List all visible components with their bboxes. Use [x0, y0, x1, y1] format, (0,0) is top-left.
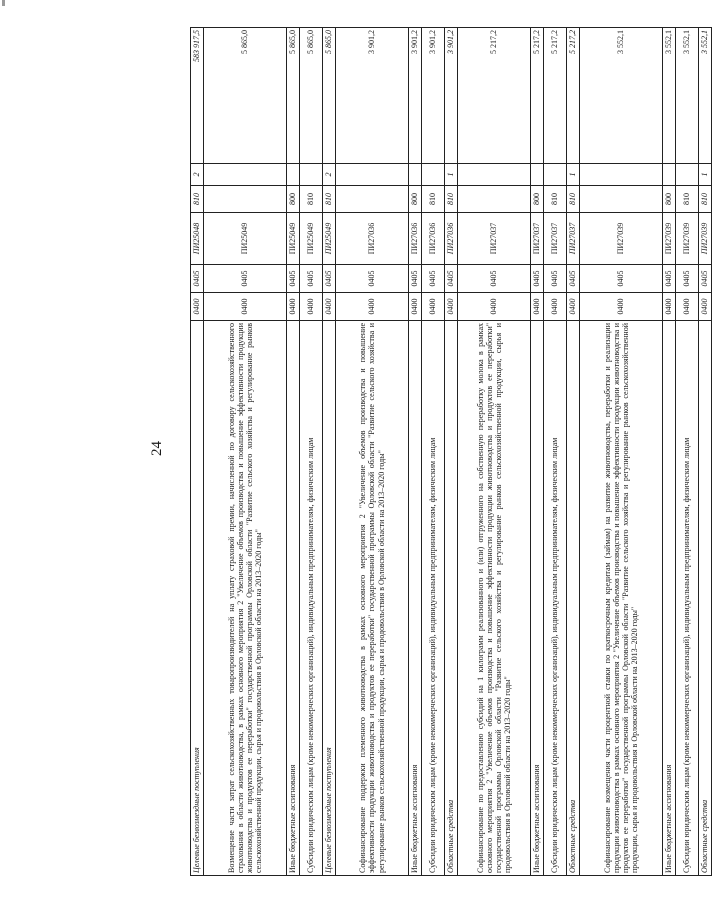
table-row: [699, 28, 712, 876]
section-code-cell: 0400: [300, 293, 323, 321]
table-row: [300, 28, 323, 876]
row-name-cell: Возмещение части затрат сельскохозяйственных товаропроизводителей на уплату страховой премии, начисленной по договору сельскохозяйственного страхования в области животноводства, в рамках основного мероприятия 2 "Увеличение объемов производства и повышение эффективности продукции животноводства и продуктов ее переработки" государственной программы Орловской области "Развитие сельского хозяйства и регулирование рынков сельскохозяйственной продукции, сырья и продовольствия в Орловской области на 2013–2020 годы": [204, 321, 287, 876]
section-code-cell: 0400: [204, 293, 287, 321]
section-code-cell: 0400: [699, 293, 712, 321]
amount-cell: 3 552,1: [663, 28, 676, 164]
subsection-code-cell: 0405: [567, 265, 580, 293]
row-name-cell: Областные средства: [699, 321, 712, 876]
table-row: [544, 28, 567, 876]
table-row: [567, 28, 580, 876]
source-code-cell: [663, 164, 676, 186]
expense-type-code-cell: 800: [287, 186, 300, 213]
amount-cell: 3 901,2: [445, 28, 458, 164]
section-code-cell: 0400: [191, 293, 204, 321]
amount-cell: 3 901,2: [409, 28, 422, 164]
expense-type-code-cell: 810: [191, 186, 204, 213]
source-code-cell: 1: [445, 164, 458, 186]
target-article-code-cell: ПИ27036: [336, 213, 409, 265]
expense-type-code-cell: [580, 186, 663, 213]
expense-type-code-cell: 810: [676, 186, 699, 213]
section-code-cell: 0400: [336, 293, 409, 321]
target-article-code-cell: ПИ27037: [531, 213, 544, 265]
table-row: [580, 28, 663, 876]
source-code-cell: 1: [699, 164, 712, 186]
amount-cell: 5 217,2: [531, 28, 544, 164]
source-code-cell: [531, 164, 544, 186]
expense-type-code-cell: 800: [409, 186, 422, 213]
amount-cell: 3 552,1: [699, 28, 712, 164]
target-article-code-cell: ПИ27036: [422, 213, 445, 265]
expense-type-code-cell: [336, 186, 409, 213]
row-name-cell: Иные бюджетные ассигнования: [287, 321, 300, 876]
row-name-cell: Субсидии юридическим лицам (кроме некоммерческих организаций), индивидуальным предпринимателям, физическим лицам: [676, 321, 699, 876]
table-row: [336, 28, 409, 876]
subsection-code-cell: 0405: [531, 265, 544, 293]
section-code-cell: 0400: [422, 293, 445, 321]
expense-type-code-cell: 810: [544, 186, 567, 213]
target-article-code-cell: ПИ27039: [580, 213, 663, 265]
expense-type-code-cell: 800: [531, 186, 544, 213]
section-code-cell: 0400: [580, 293, 663, 321]
section-code-cell: 0400: [676, 293, 699, 321]
row-name-cell: Иные бюджетные ассигнования: [663, 321, 676, 876]
expense-type-code-cell: 810: [323, 186, 336, 213]
table-row: [676, 28, 699, 876]
page-number: 24: [149, 441, 165, 456]
amount-cell: 583 917,5: [191, 28, 204, 164]
subsection-code-cell: 0405: [287, 265, 300, 293]
amount-cell: 3 552,1: [580, 28, 663, 164]
table-row: [445, 28, 458, 876]
section-code-cell: 0400: [531, 293, 544, 321]
amount-cell: 3 552,1: [676, 28, 699, 164]
row-name-cell: Целевые безвозмездные поступления: [191, 321, 204, 876]
target-article-code-cell: ПИ27039: [663, 213, 676, 265]
table-row: [204, 28, 287, 876]
source-code-cell: [204, 164, 287, 186]
subsection-code-cell: 0405: [300, 265, 323, 293]
table-row: [531, 28, 544, 876]
row-name-cell: Субсидии юридическим лицам (кроме некоммерческих организаций), индивидуальным предпринимателям, физическим лицам: [300, 321, 323, 876]
subsection-code-cell: 0405: [204, 265, 287, 293]
amount-cell: 5 865,0: [204, 28, 287, 164]
source-code-cell: [580, 164, 663, 186]
subsection-code-cell: 0405: [676, 265, 699, 293]
subsection-code-cell: 0405: [458, 265, 531, 293]
source-code-cell: [300, 164, 323, 186]
table-row: [409, 28, 422, 876]
row-name-cell: Иные бюджетные ассигнования: [531, 321, 544, 876]
amount-cell: 5 865,0: [287, 28, 300, 164]
target-article-code-cell: ПИ27036: [409, 213, 422, 265]
expense-type-code-cell: 810: [300, 186, 323, 213]
amount-cell: 3 901,2: [336, 28, 409, 164]
amount-cell: 5 217,2: [567, 28, 580, 164]
section-code-cell: 0400: [663, 293, 676, 321]
row-name-cell: Софинансирование возмещения части процентной ставки по краткосрочным кредитам (займам) на развитие животноводства, переработки и реализации продукции животноводства в рамках основного мероприятия 2 "Увеличение объемов производства и повышение эффективности продукции животноводства и продуктов ее переработки" государственной программы Орловской области "Развитие сельского хозяйства и регулирование рынков сельскохозяйственной продукции, сырья и продовольствия в Орловской области на 2013–2020 годы": [580, 321, 663, 876]
amount-cell: 3 901,2: [422, 28, 445, 164]
expense-type-code-cell: 800: [663, 186, 676, 213]
subsection-code-cell: 0405: [323, 265, 336, 293]
amount-cell: 5 865,0: [323, 28, 336, 164]
table-row: [323, 28, 336, 876]
row-name-cell: Иные бюджетные ассигнования: [409, 321, 422, 876]
section-code-cell: 0400: [445, 293, 458, 321]
expense-type-code-cell: [204, 186, 287, 213]
scan-mark: [2, 0, 5, 6]
source-code-cell: [409, 164, 422, 186]
row-name-cell: Областные средства: [567, 321, 580, 876]
subsection-code-cell: 0405: [544, 265, 567, 293]
budget-table-body: [191, 28, 712, 876]
amount-cell: 5 217,2: [544, 28, 567, 164]
expense-type-code-cell: [458, 186, 531, 213]
source-code-cell: [336, 164, 409, 186]
target-article-code-cell: ПИ27037: [544, 213, 567, 265]
row-name-cell: Софинансирование поддержки племенного животноводства в рамках основного мероприятия 2 "Увеличение объемов производства и повышение эффективности продукции животноводства и продуктов ее переработки" государственной программы Орловской области "Развитие сельского хозяйства и регулирование рынков сельскохозяйственной продукции, сырья и продовольствия в Орловской области на 2013–2020 годы": [336, 321, 409, 876]
section-code-cell: 0400: [567, 293, 580, 321]
source-code-cell: 2: [191, 164, 204, 186]
target-article-code-cell: ПИ25049: [287, 213, 300, 265]
budget-table: [190, 27, 712, 876]
target-article-code-cell: ПИ25049: [300, 213, 323, 265]
subsection-code-cell: 0405: [663, 265, 676, 293]
table-row: [663, 28, 676, 876]
table-row: [422, 28, 445, 876]
subsection-code-cell: 0405: [336, 265, 409, 293]
row-name-cell: Субсидии юридическим лицам (кроме некоммерческих организаций), индивидуальным предпринимателям, физическим лицам: [544, 321, 567, 876]
source-code-cell: [676, 164, 699, 186]
expense-type-code-cell: 810: [445, 186, 458, 213]
target-article-code-cell: ПИ27037: [567, 213, 580, 265]
amount-cell: 5 217,2: [458, 28, 531, 164]
subsection-code-cell: 0405: [445, 265, 458, 293]
subsection-code-cell: 0405: [580, 265, 663, 293]
target-article-code-cell: ПИ25048: [191, 213, 204, 265]
rotated-page: [190, 28, 710, 876]
subsection-code-cell: 0405: [191, 265, 204, 293]
row-name-cell: Областные средства: [445, 321, 458, 876]
row-name-cell: Субсидии юридическим лицам (кроме некоммерческих организаций), индивидуальным предпринимателям, физическим лицам: [422, 321, 445, 876]
section-code-cell: 0400: [544, 293, 567, 321]
subsection-code-cell: 0405: [409, 265, 422, 293]
target-article-code-cell: ПИ27039: [699, 213, 712, 265]
amount-cell: 5 865,0: [300, 28, 323, 164]
source-code-cell: [287, 164, 300, 186]
source-code-cell: [458, 164, 531, 186]
row-name-cell: Целевые безвозмездные поступления: [323, 321, 336, 876]
target-article-code-cell: ПИ27039: [676, 213, 699, 265]
expense-type-code-cell: 810: [699, 186, 712, 213]
section-code-cell: 0400: [287, 293, 300, 321]
row-name-cell: Софинансирование по предоставлению субсидий на 1 килограмм реализованного и (или) отгруженного на собственную переработку молока в рамках основного мероприятия 2 "Увеличение объемов производства и повышение эффективности продукции животноводства и продуктов ее переработки" государственной программы Орловской области "Развитие сельского хозяйства и регулирование рынков сельскохозяйственной продукции, сырья и продовольствия в Орловской области на 2013–2020 годы": [458, 321, 531, 876]
expense-type-code-cell: 810: [422, 186, 445, 213]
expense-type-code-cell: 810: [567, 186, 580, 213]
table-row: [191, 28, 204, 876]
subsection-code-cell: 0405: [699, 265, 712, 293]
source-code-cell: [422, 164, 445, 186]
section-code-cell: 0400: [323, 293, 336, 321]
target-article-code-cell: ПИ25049: [204, 213, 287, 265]
target-article-code-cell: ПИ25049: [323, 213, 336, 265]
section-code-cell: 0400: [458, 293, 531, 321]
table-frame: [190, 28, 710, 876]
source-code-cell: 2: [323, 164, 336, 186]
subsection-code-cell: 0405: [422, 265, 445, 293]
target-article-code-cell: ПИ27036: [445, 213, 458, 265]
table-row: [458, 28, 531, 876]
table-row: [287, 28, 300, 876]
source-code-cell: [544, 164, 567, 186]
source-code-cell: 1: [567, 164, 580, 186]
section-code-cell: 0400: [409, 293, 422, 321]
target-article-code-cell: ПИ27037: [458, 213, 531, 265]
